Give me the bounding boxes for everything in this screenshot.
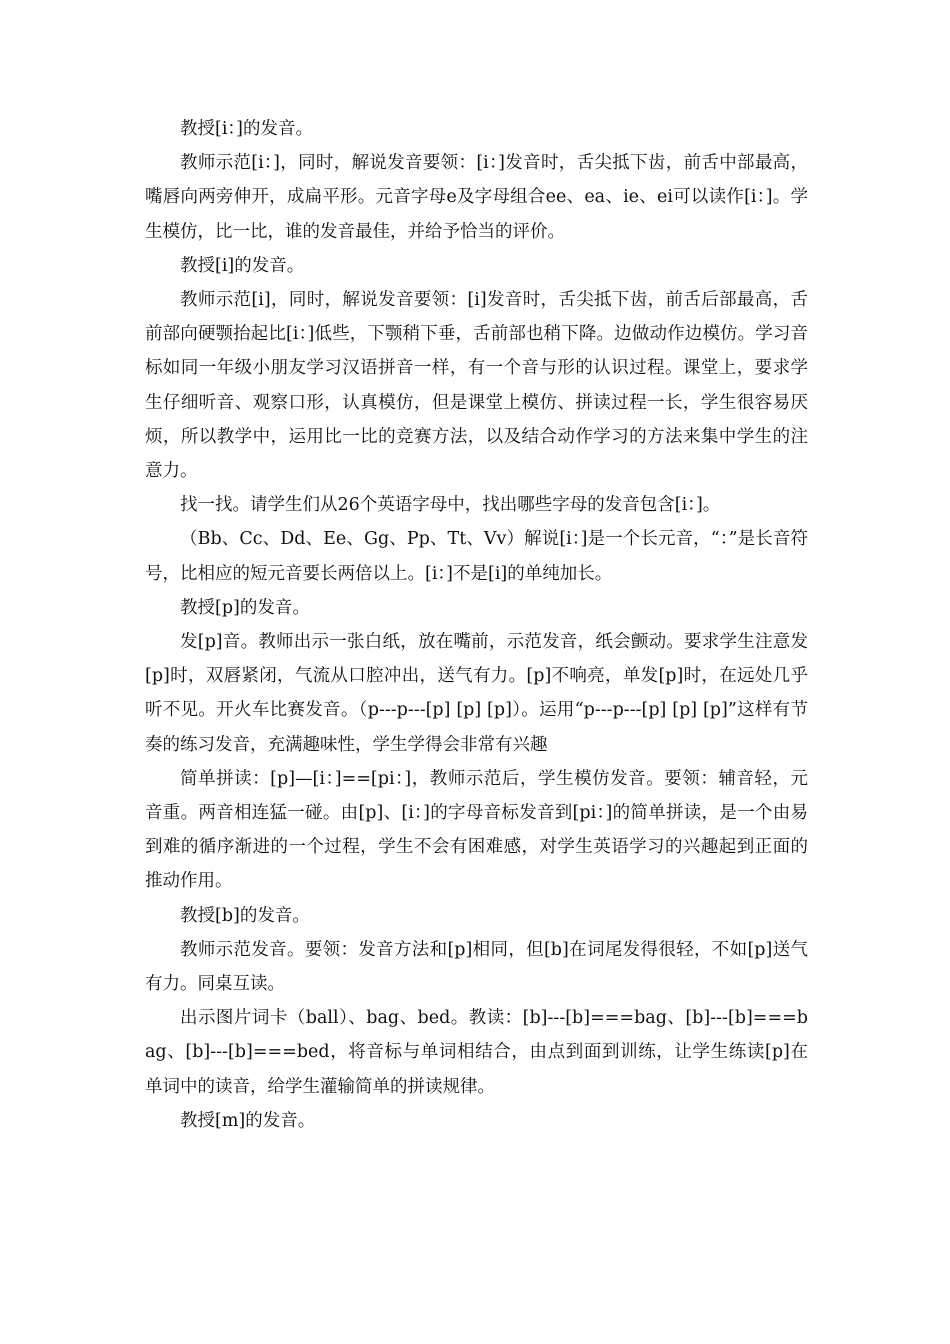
paragraph-word-cards: 出示图片词卡（ball）、bag、bed。教读：[b]---[b]===bag、[b]---[b]===bag、[b]---[b]===bed，将音标与单词相结合，由点到面到训练，让学生练读[p]在单词中的读音，给学生灌输简单的拼读规律。 xyxy=(145,1008,808,1097)
heading-teach-p: 教授[p]的发音。 xyxy=(180,597,310,618)
paragraph-i-short-demo: 教师示范[i]，同时，解说发音要领：[i]发音时，舌尖抵下齿，前舌后部最高，舌前部向硬颚抬起比[i：]低些，下颚稍下垂，舌前部也稍下降。边做动作边模仿。学习音标如同一年级小朋友学习汉语拼音一样，有一个音与形的认识过程。课堂上，要求学生仔细听音、观察口形，认真模仿，但是课堂上模仿、拼读过程一长，学生很容易厌烦，所以教学中，运用比一比的竞赛方法，以及结合动作学习的方法来集中学生的注意力。 xyxy=(145,290,808,482)
paragraph-simple-blending: 简单拼读：[p]—[i：]==[pi：]，教师示范后，学生模仿发音。要领：辅音轻，元音重。两音相连猛一碰。由[p]、[i：]的字母音标发音到[pi：]的简单拼读，是一个由易到难的循序渐进的一个过程，学生不会有困难感，对学生英语学习的兴趣起到正面的推动作用。 xyxy=(145,768,808,892)
document-body xyxy=(145,112,808,1138)
paragraph-p-demo: 发[p]音。教师出示一张白纸，放在嘴前，示范发音，纸会颤动。要求学生注意发[p]时，双唇紧闭，气流从口腔冲出，送气有力。[p]不响亮，单发[p]时，在远处几乎听不见。开火车比赛发音。（p---p---[p] [p] [p]）。运用“p---p---[p] [p] [p]”这样有节奏的练习发音，充满趣味性，学生学得会非常有兴趣 xyxy=(145,632,808,755)
heading-teach-b: 教授[b]的发音。 xyxy=(180,905,310,926)
paragraph-find-letters: 找一找。请学生们从26个英语字母中，找出哪些字母的发音包含[i：]。 xyxy=(180,495,721,516)
paragraph-i-long-demo: 教师示范[i：]，同时，解说发音要领：[i：]发音时，舌尖抵下齿，前舌中部最高，嘴唇向两旁伸开，成扁平形。元音字母e及字母组合ee、ea、ie、ei可以读作[i：]。学生模仿，比一比，谁的发音最佳，并给予恰当的评价。 xyxy=(145,153,808,242)
heading-teach-m: 教授[m]的发音。 xyxy=(180,1110,316,1131)
paragraph-long-vowel-note: （Bb、Cc、Dd、Ee、Gg、Pp、Tt、Vv）解说[i：]是一个长元音，“：”是长音符号，比相应的短元音要长两倍以上。[i：]不是[i]的单纯加长。 xyxy=(145,529,808,584)
heading-teach-i-short: 教授[i]的发音。 xyxy=(180,255,305,276)
heading-teach-i-long: 教授[i：]的发音。 xyxy=(180,119,314,139)
paragraph-b-demo: 教师示范发音。要领：发音方法和[p]相同，但[b]在词尾发得很轻，不如[p]送气有力。同桌互读。 xyxy=(145,939,808,995)
